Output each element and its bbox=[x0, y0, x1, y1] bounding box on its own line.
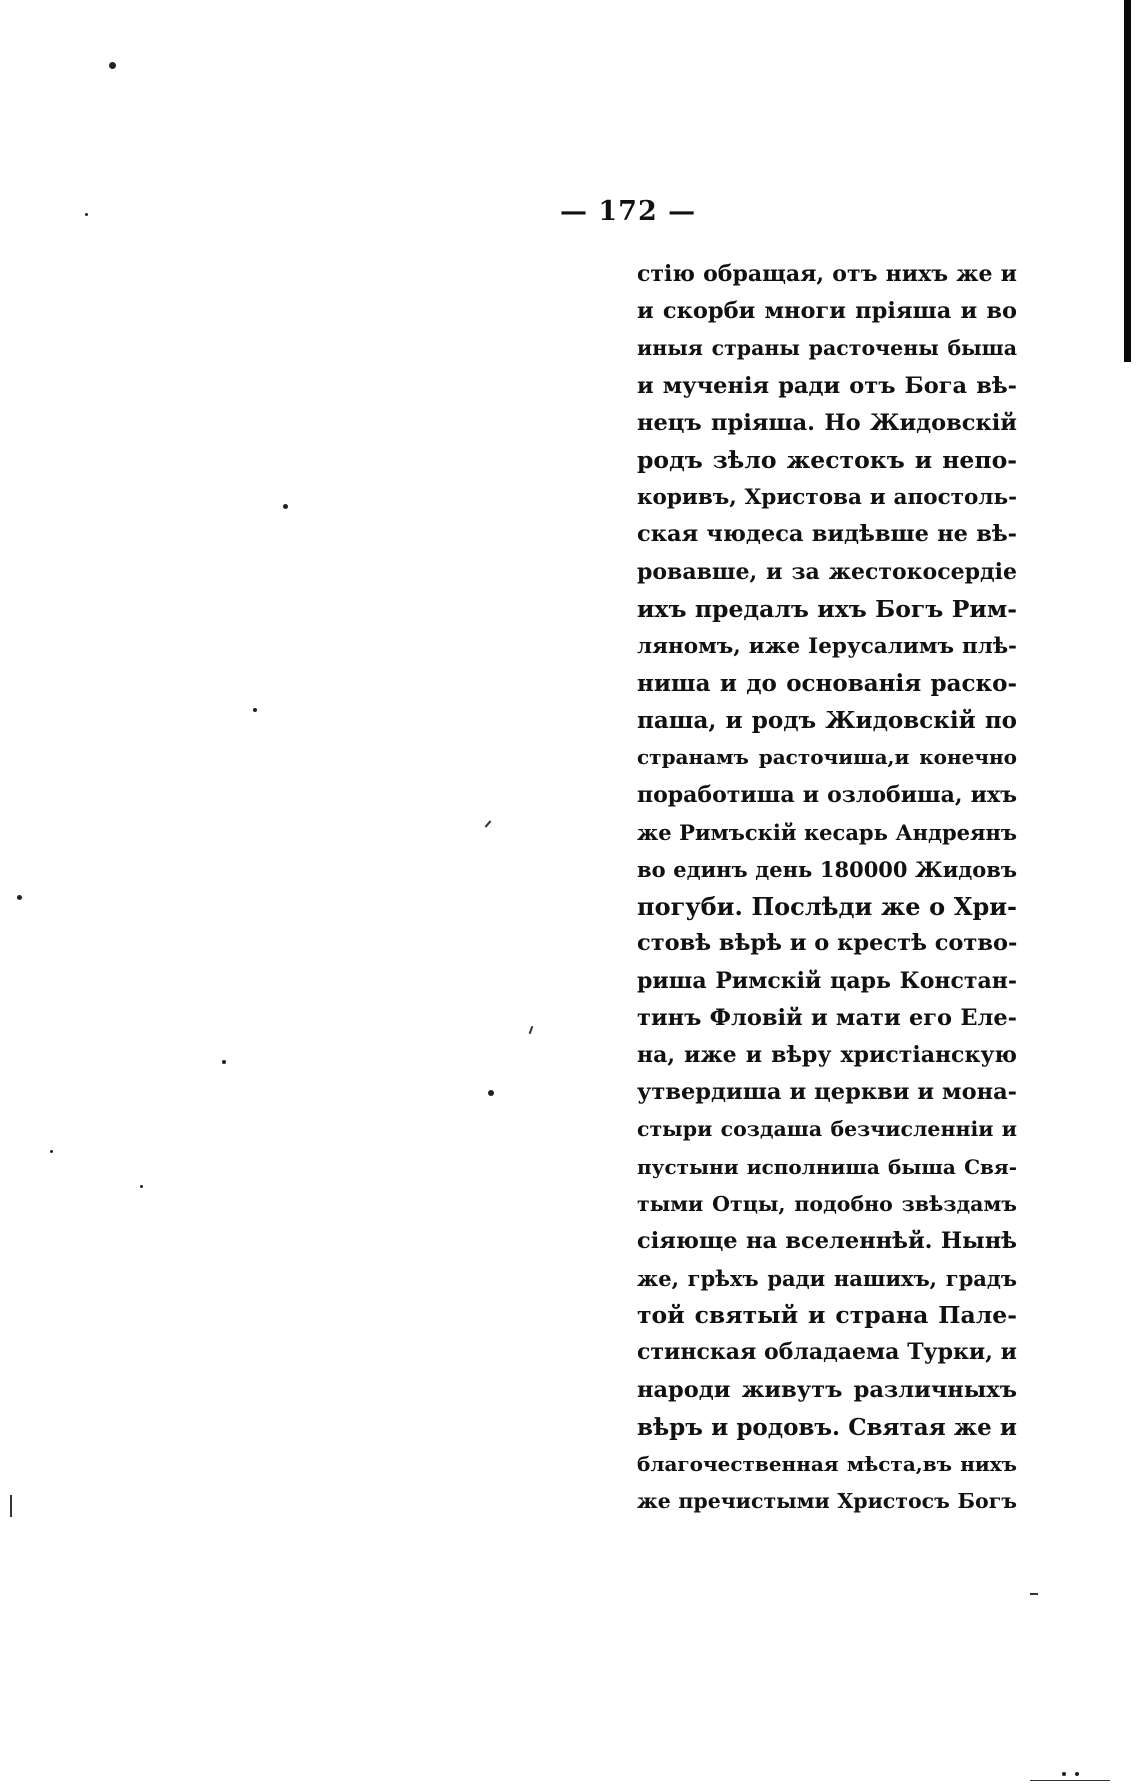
text-line: ниша и до основанія раско- bbox=[637, 670, 1017, 698]
text-line: и скорби многи пріяша и во bbox=[637, 298, 1017, 325]
text-line: народи живутъ различныхъ bbox=[637, 1376, 1017, 1403]
text-line: вѣръ и родовъ. Святая же и bbox=[637, 1413, 1017, 1441]
text-line: стыри создаша безчисленніи и bbox=[637, 1117, 1017, 1142]
text-line: нецъ пріяша. Но Жидовскій bbox=[637, 409, 1017, 436]
scan-mark bbox=[1030, 1593, 1038, 1595]
scan-speck bbox=[140, 1185, 143, 1188]
text-line: ская чюдеса видѣвше не вѣ- bbox=[637, 521, 1017, 548]
text-line: же, грѣхъ ради нашихъ, градъ bbox=[637, 1266, 1017, 1292]
scan-speck bbox=[85, 213, 88, 216]
text-line: паша, и родъ Жидовскій по bbox=[637, 707, 1017, 735]
text-line: же пречистыми Христосъ Богъ bbox=[637, 1489, 1017, 1514]
scan-speck bbox=[283, 504, 288, 509]
text-line: стовѣ вѣрѣ и о крестѣ сотво- bbox=[637, 930, 1018, 957]
text-line: и мученія ради отъ Бога вѣ- bbox=[637, 372, 1017, 399]
scan-speck bbox=[488, 1090, 494, 1096]
scan-speck bbox=[1062, 1772, 1066, 1776]
text-line: тинъ Фловій и мати его Еле- bbox=[637, 1004, 1017, 1031]
scan-speck bbox=[222, 1060, 226, 1064]
scan-mark bbox=[529, 1026, 534, 1034]
text-line: стинская обладаема Турки, и bbox=[637, 1339, 1017, 1366]
text-line: той святый и страна Пале- bbox=[637, 1301, 1017, 1330]
page-number: — 172 — bbox=[560, 196, 697, 227]
text-line: погуби. Послѣди же о Хри- bbox=[637, 892, 1017, 922]
text-line: пустыни исполниша быша Свя- bbox=[637, 1154, 1017, 1179]
scan-mark bbox=[10, 1495, 12, 1517]
text-line: странамъ расточиша,и конечно bbox=[637, 745, 1017, 770]
scan-speck bbox=[17, 895, 22, 900]
scan-speck bbox=[50, 1150, 53, 1153]
text-line: благочественная мѣста,въ нихъ bbox=[637, 1452, 1017, 1476]
scan-edge-shadow bbox=[1124, 0, 1131, 362]
text-line: же Римъскій кесарь Андреянъ bbox=[637, 819, 1017, 845]
text-line: родъ зѣло жестокъ и непо- bbox=[637, 445, 1017, 474]
text-line: риша Римскій царь Констан- bbox=[637, 967, 1017, 994]
text-line: коривъ, Христова и апостоль- bbox=[637, 485, 1017, 511]
text-line: поработиша и озлобиша, ихъ bbox=[637, 781, 1017, 808]
text-line: сіяюще на вселеннѣй. Нынѣ bbox=[637, 1227, 1017, 1254]
text-line: тыми Отцы, подобно звѣздамъ bbox=[637, 1191, 1017, 1216]
text-line: иныя страны расточены быша bbox=[637, 336, 1017, 361]
scan-speck bbox=[253, 708, 257, 712]
text-line: ровавше, и за жестокосердіе bbox=[637, 558, 1017, 585]
text-line: во единъ день 180000 Жидовъ bbox=[637, 857, 1017, 882]
scan-mark bbox=[485, 820, 492, 827]
text-column bbox=[637, 256, 1017, 1520]
text-line: ихъ предалъ ихъ Богъ Рим- bbox=[637, 594, 1017, 623]
scan-speck bbox=[1075, 1772, 1079, 1776]
scan-speck bbox=[109, 62, 116, 69]
text-line: утвердиша и церкви и мона- bbox=[637, 1079, 1017, 1106]
text-line: на, иже и вѣру христіанскую bbox=[637, 1041, 1017, 1068]
scan-mark bbox=[1030, 1780, 1110, 1781]
text-line: стію обращая, отъ нихъ же и bbox=[637, 261, 1017, 287]
text-line: ляномъ, иже Іерусалимъ плѣ- bbox=[637, 633, 1017, 659]
